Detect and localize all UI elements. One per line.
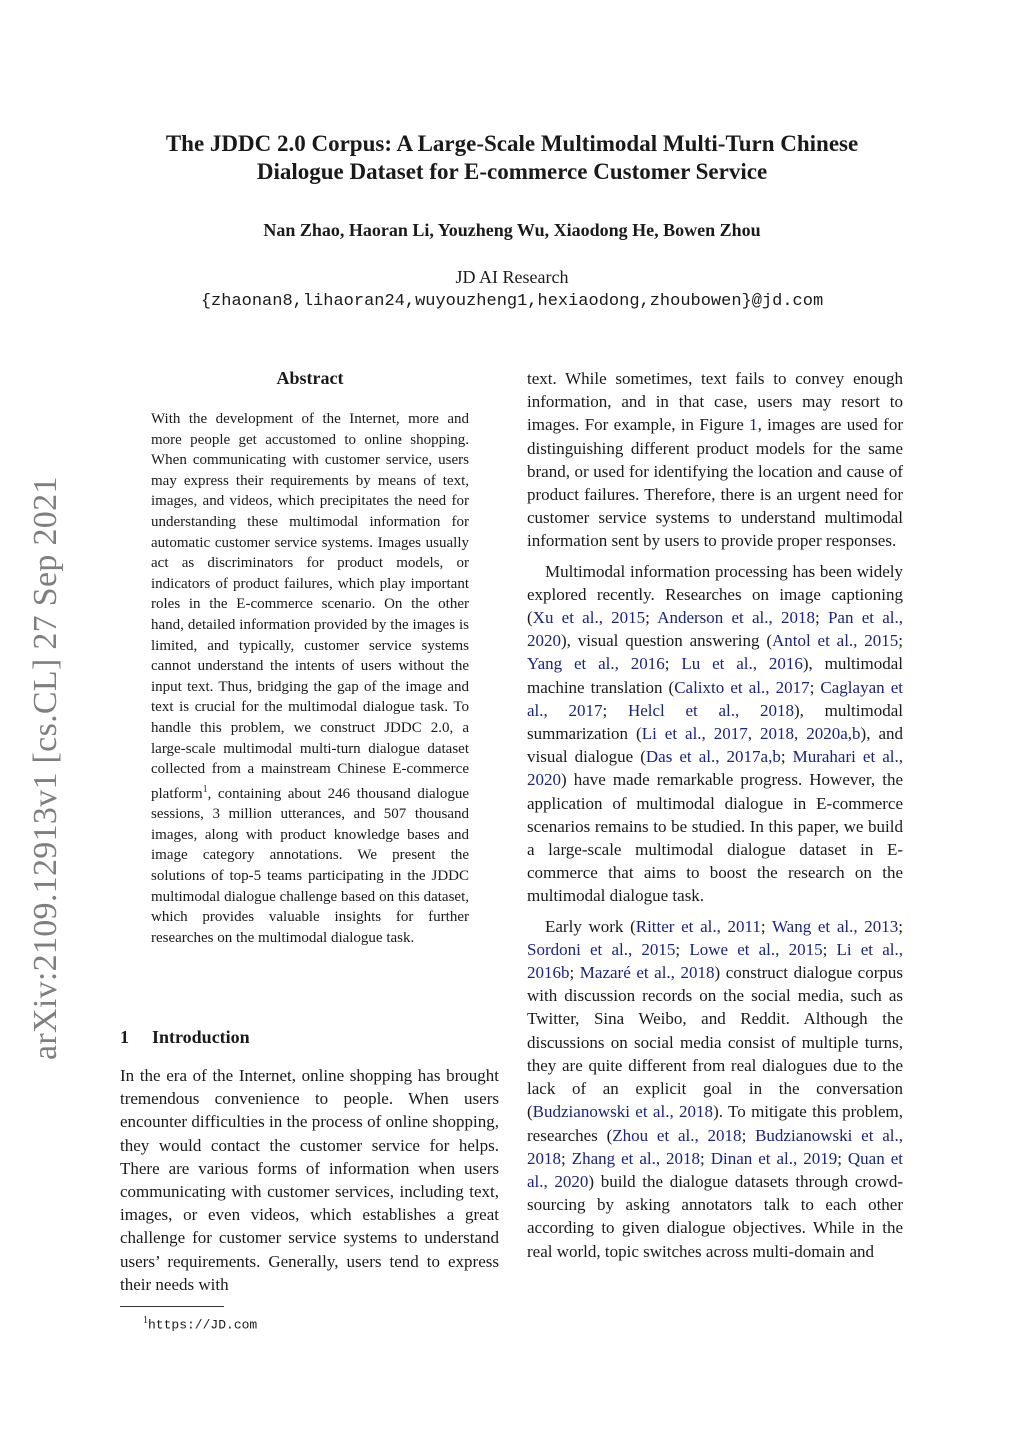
citation-link[interactable]: Xu et al., 2015 (532, 608, 646, 628)
paragraph-text: ) construct dialogue corpus with discussion records on the social media, such as Twitter, Sina Weibo, and Reddit. Although the discussions on social media consist of multiple turns, they are quite different from real dialogues due to the lack of an explicit goal in the conversation ( (527, 963, 903, 1122)
abstract-heading: Abstract (276, 368, 344, 388)
footnote-mark: 1 (143, 1315, 148, 1326)
paragraph-text: ). To mitigate this problem, researches ( (527, 1102, 903, 1145)
paragraph-text: ; (664, 654, 682, 674)
paragraph-text: ; (822, 939, 837, 959)
paragraph-text: ; (700, 1148, 711, 1168)
citation-link[interactable]: Lowe et al., 2015 (689, 939, 823, 959)
affiliation: JD AI Research (455, 267, 569, 287)
title-line-2: Dialogue Dataset for E-commerce Customer Service (256, 159, 768, 184)
paragraph-text: ; (809, 677, 821, 697)
section-number: 1 (120, 1027, 129, 1047)
paragraph-text: ), and visual dialogue ( (527, 724, 903, 767)
citation-link[interactable]: Murahari et al., 2020 (527, 747, 903, 790)
introduction-body (120, 1064, 499, 1296)
citation-link[interactable]: Zhou et al., 2018 (612, 1125, 742, 1145)
section-title: Introduction (152, 1027, 250, 1047)
citation-link[interactable]: Wang et al., 2013 (771, 916, 899, 936)
citation-link[interactable]: Antol et al., 2015 (772, 631, 899, 651)
footnote (143, 1312, 483, 1334)
abstract-body (151, 409, 469, 948)
citation-link[interactable]: Li et al., 2016b (527, 939, 903, 983)
paragraph-text: ), multimodal machine translation ( (527, 654, 903, 697)
citation-link[interactable]: Das et al., 2017a,b (645, 747, 781, 767)
footnote-link[interactable]: 1 (202, 783, 208, 795)
arxiv-stamp: arXiv:2109.12913v1 [cs.CL] 27 Sep 2021 (27, 476, 64, 1060)
author-emails: {zhaonan8,lihaoran24,wuyouzheng1,hexiaodong,zhoubowen}@jd.com (200, 292, 824, 311)
right-paragraph-2 (527, 560, 903, 908)
section-heading-introduction (120, 1025, 500, 1049)
paragraph-text: ; (780, 747, 793, 767)
citation-link[interactable]: Li et al., 2017, 2018, 2020a,b (641, 724, 861, 744)
author-list: Nan Zhao, Haoran Li, Youzheng Wu, Xiaodong He, Bowen Zhou (263, 220, 761, 240)
right-paragraph-1 (527, 367, 903, 553)
paragraph-text: ), visual question answering ( (561, 631, 772, 651)
citation-link[interactable]: Caglayan et al., 2017 (527, 677, 903, 720)
right-paragraph-3 (527, 915, 903, 1263)
paragraph-text: ; (569, 963, 580, 983)
paragraph-text: ; (898, 631, 903, 651)
paragraph-text: ), multimodal summarization ( (527, 700, 903, 744)
citation-link[interactable]: Dinan et al., 2019 (710, 1148, 838, 1168)
paragraph-text: ; (561, 1148, 572, 1168)
paragraph-text: Multimodal information processing has been widely explored recently. Researches on image captioning ( (527, 561, 903, 628)
paragraph-text: ; (602, 700, 628, 720)
citation-link[interactable]: Ritter et al., 2011 (635, 916, 761, 936)
title-line-1: The JDDC 2.0 Corpus: A Large-Scale Multimodal Multi-Turn Chinese (165, 131, 859, 156)
citation-link[interactable]: Quan et al., 2020 (527, 1148, 903, 1191)
citation-link[interactable]: Anderson et al., 2018 (657, 608, 816, 628)
paragraph-text: , images are used for distinguishing different product models for the same brand, or used for identifying the location and cause of product failures. Therefore, there is an urgent need for customer service systems to understand multimodal information sent by users to provide proper responses. (527, 415, 904, 551)
citation-link[interactable]: Pan et al., 2020 (527, 608, 903, 651)
citation-link[interactable]: Lu et al., 2016 (681, 654, 803, 674)
paragraph-text: ; (760, 916, 772, 936)
citation-link[interactable]: Helcl et al., 2018 (627, 700, 794, 720)
paragraph-text: ; (645, 608, 658, 628)
paper-title (0, 130, 1024, 186)
paragraph-text: ; (675, 939, 690, 959)
paragraph-text: ) have made remarkable progress. However, the application of multimodal dialogue in E-commerce scenarios remains to be studied. In this paper, we build a large-scale multimodal dialogue dataset in E-commerce that aims to boost the research on the multimodal dialogue task. (527, 770, 903, 906)
intro-paragraph-1: In the era of the Internet, online shopping has brought tremendous convenience to people. When users encounter difficulties in the process of online shopping, they would contact the customer service for helps. There are various forms of information when users communicating with customer services, including text, images, or even videos, which establishes a great challenge for customer service systems to understand users’ requirements. Generally, users tend to express their needs with (120, 1066, 499, 1294)
paragraph-text: ; (815, 608, 828, 628)
paragraph-text: ; (741, 1125, 756, 1145)
right-column-body (527, 367, 903, 1270)
footnote-url-link[interactable]: https://JD.com (148, 1317, 258, 1333)
citation-link[interactable]: Budzianowski et al., 2018 (532, 1102, 714, 1122)
paragraph-text: Early work ( (545, 916, 636, 936)
citation-link[interactable]: Budzianowski et al., 2018 (527, 1125, 903, 1168)
paragraph-text: ; (837, 1148, 848, 1168)
paragraph-text: ) build the dialogue datasets through crowd-sourcing by asking annotators talk to each other according to given dialogue objectives. While in the real world, topic switches across multi-domain and (527, 1171, 903, 1261)
paragraph-text: ; (898, 916, 903, 936)
citation-link[interactable]: Zhang et al., 2018 (571, 1148, 701, 1168)
figure-ref-link[interactable]: 1 (749, 415, 758, 435)
abstract-text-part-2: , containing about 246 thousand dialogue sessions, 3 million utterances, and 507 thousand images, along with product knowledge bases and image category annotations. We present the solutions of top-5 teams participating in the JDDC multimodal dialogue challenge based on this dataset, which provides valuable insights for further researches on the multimodal dialogue task. (151, 785, 469, 946)
citation-link[interactable]: Sordoni et al., 2015 (527, 939, 676, 959)
footnote-divider (120, 1306, 224, 1307)
citation-link[interactable]: Mazaré et al., 2018 (579, 963, 715, 983)
citation-link[interactable]: Calixto et al., 2017 (674, 677, 810, 697)
citation-link[interactable]: Yang et al., 2016 (527, 654, 665, 674)
paragraph-text: text. While sometimes, text fails to convey enough information, and in that case, users may resort to images. For example, in Figure (527, 369, 903, 435)
abstract-text-part-1: With the development of the Internet, more and more people get accustomed to online shopping. When communicating with customer service, users may express their requirements by means of text, images, and videos, which precipitates the need for understanding these multimodal information for automatic customer service systems. Images usually act as discriminators for product models, or indicators of product failures, which play important roles in the E-commerce scenario. On the other hand, detailed information provided by the images is limited, and typically, customer service systems cannot understand the intents of users without the input text. Thus, bridging the gap of the image and text is crucial for the multimodal dialogue task. To handle this problem, we construct JDDC 2.0, a large-scale multimodal multi-turn dialogue dataset collected from a mainstream Chinese E-commerce platform (151, 411, 469, 802)
